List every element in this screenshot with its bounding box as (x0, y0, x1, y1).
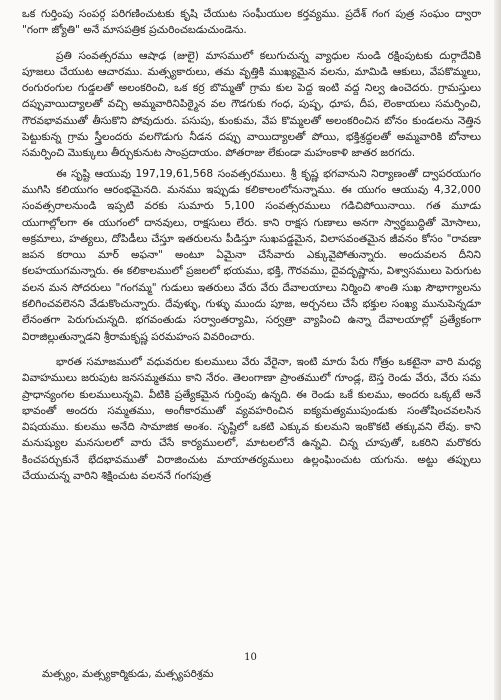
paragraph-3: ఈ సృష్టి ఆయువు 197,19,61,568 సంవత్సరములు. శ్రీ కృష్ణ భగవానుని నిర్యాణంతో ద్వాపరయుగం ముగిసి కలియుగం ఆరంభమైనది. మనము ఇప్పుడు కలికాలంలోనున్నాము. ఈ యుగం ఆయువు 4,32,000 సంవత్సరాలనుండి ఇప్పటి వరకు సుమారు 5,100 సంవత్సరములు గడిచిపోయినాయి. గత మూడు యుగాల్లోలగా ఈ యుగంలో దానవులు, రాక్షసులు లేరు. కాని రాక్షస గుణాలు అనగా స్వార్థబుద్ధితో మోసాలు, అక్రమాలు, హత్యలు, దోపిడీలు చేస్తూ ఇతరులను పీడిస్తూ సుఖపడ్డమైన, విలాసవంతమైన జీవనం కోసం "రావణా జపన కరాయి మార్ అఫనా" అంటూ ఏమైనా చేసేవారు ఎక్కువైపోతున్నారు. అందువలన దీనిని కలహయుగమన్నారు. ఈ కలికాలములో ప్రజలలో భయము, భక్తి, గౌరవము, దైవదృష్ణాను, విశ్వాసములు పెరుగుట వలన మన సోదరులు "గంగమ్మ" గుడులు ఇతరులు వేరు వేరు దేవాలయాలు నిర్మించి శాంతి సుఖ సౌభాగ్యాలను కలిగించవలెనని వేడుకొంచున్నారు. దేవుళ్ళు, గుళ్ళు ముందు పూజ, అర్చనలు చేసే భక్తుల సంఖ్య మునుపెన్నడూ లేనంతగా పెరుగుచున్నది. భగవంతుడు సర్వాంతర్యామి, సర్వత్రా వ్యాపించి ఉన్నా దేవాలయాల్లో ప్రత్యేకంగా విరాజిల్లుతున్నాడని శ్రీరామకృష్ణ పరమహంస వివరించారు. (22, 167, 481, 343)
paragraph-4: భారత సమాజములో వధువరుల కులములు వేరు వేరైనా, ఇంటి మారు పేరు గోత్రం ఒకటైనా వారి మధ్య వివాహములు జరుపుట జనసమ్మతము కాని నేరం. తెలంగాణా ప్రాంతములో గూండ్ల, బెస్త రెండు వేరు, వేరు సమ ప్రాధాన్యంగల కులములున్నవి. వీటికి ప్రత్యేకమైన గుర్తింపు ఉన్నది. ఈ రెండు ఒకే కులము, అందరు ఒక్కటే అనే భావంతో అందరు సమ్మతము, అంగీకారముతో వ్యవహరించిన ఐక్యమత్యముపుండుకు సంతోషించవలసిన విషయము. కులము అనేది సామాజిక అంశం. సృష్టిలో ఒకటి ఎక్కువ కులమని ఇంకొకటి తక్కువని లేవు. కాని మనుష్యుల మనసులలో వారు చేసే కార్యములలో, మాటలలోనే ఉన్నవి. చిన్న చూపుతో, ఒకరిని మరొకరు కించపర్చుకునే భేదభావముతో విరాజించుట మాయాతర్యములు ఉల్లంఘించుట యగును. అట్టు తప్పులు చేయుచున్న వారిని శిక్షించుట వలననే గంగపుత్ర (22, 355, 481, 483)
page-number: 10 (244, 652, 257, 663)
paragraph-2: ప్రతి సంవత్సరము ఆషాఢ (జులై) మాసములో కలుగుచున్న వ్యాధుల నుండి రక్షింపుటకు దుర్గాదేవికి పూజలు చేయుట ఆచారము. మత్స్యకారులు, తమ వృత్తికి ముఖ్యమైన వలను, మామిడి ఆకులు, వేపకొమ్మలు, రంగురంగుల గుడ్డలతో అలంకరించి, ఒక కర్ర బొమ్మతో గ్రామ కుల పెద్ద ఇంటి వద్ద నిల్వ ఉంచెదరు. గ్రామస్తులు దప్పువాయిద్యాలతో వచ్చి అమ్మవారినిపిఠ్మైన వల గౌడగుకు గంధ, పుష్ప, ధూప, దీప, లెంకాయలు సమర్పించి, గౌరవభావముతో తీసుకొని పోవుదురు. పసుపు, కుంకుమ, వేప కొమ్మలతో అలంకరించిన బోనం కుండలను నెత్తిన పెట్టుకున్న గ్రామ స్త్రీలందరు వలగొడుగు నీడన దప్పు వాయిద్యాలతో పోయి, భక్తిశ్రద్ధలతో అమ్మవారికి బోనాలు సమర్పించి మొక్కులు తీర్చుకునుట సాంప్రదాయం. పోతరాజు లేకుండా మహంకాళి జాతర జరగదు. (22, 49, 481, 160)
paragraph-1: ఒక గుర్తింపు సంపర్గ పరిగణించుటకు కృషి చేయుట సంఘీయుల కర్తవ్యము. ప్రదేశ్ గంగ పుత్ర సంఘం ద్వారా "గంగా జ్యోతి" అనే మాసపత్రిక ప్రచురించబడుచుండెను. (22, 8, 481, 37)
page-footer: మత్స్యం, మత్స్యకార్మికుడు, మత్స్యపరిశ్రమ (42, 668, 214, 680)
